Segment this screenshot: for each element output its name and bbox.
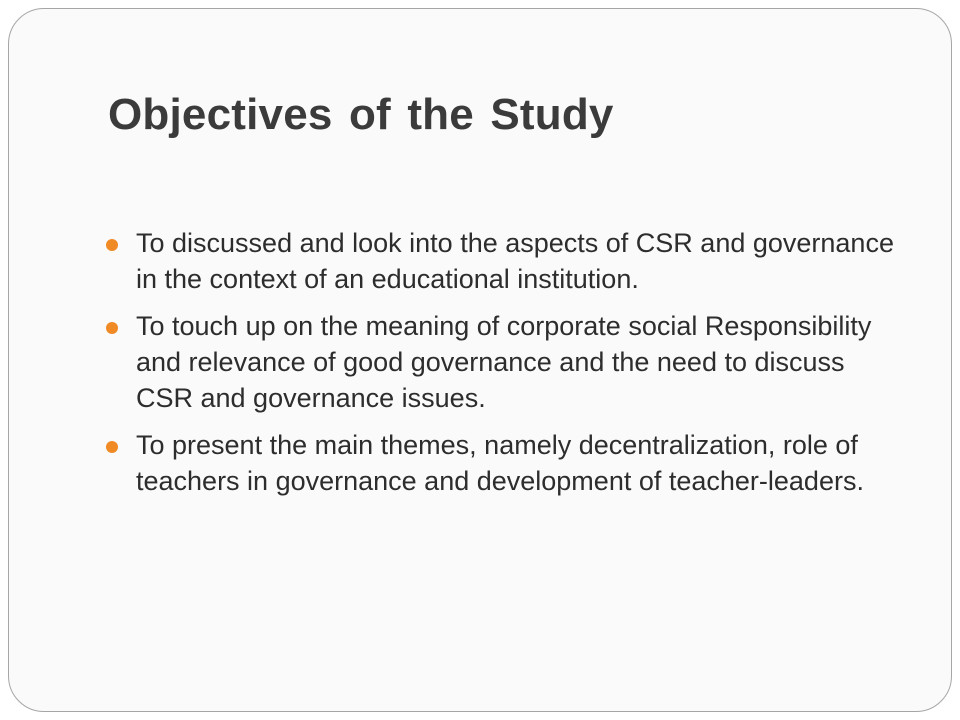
bullet-text: To discussed and look into the aspects of CSR and governance in the context of an educational institution. (136, 228, 894, 294)
bullet-item (106, 308, 906, 416)
slide (8, 8, 952, 712)
bullet-dot-icon (106, 239, 118, 251)
slide-title: Objectives of the Study (108, 90, 614, 139)
bullet-item (106, 225, 906, 297)
bullet-text: To present the main themes, namely decentralization, role of teachers in governance and development of teacher-leaders. (136, 430, 864, 496)
bullet-dot-icon (106, 322, 118, 334)
bullet-list (106, 225, 906, 510)
bullet-text: To touch up on the meaning of corporate social Responsibility and relevance of good governance and the need to discuss CSR and governance issues. (136, 311, 872, 413)
bullet-dot-icon (106, 441, 118, 453)
bullet-item (106, 427, 906, 499)
